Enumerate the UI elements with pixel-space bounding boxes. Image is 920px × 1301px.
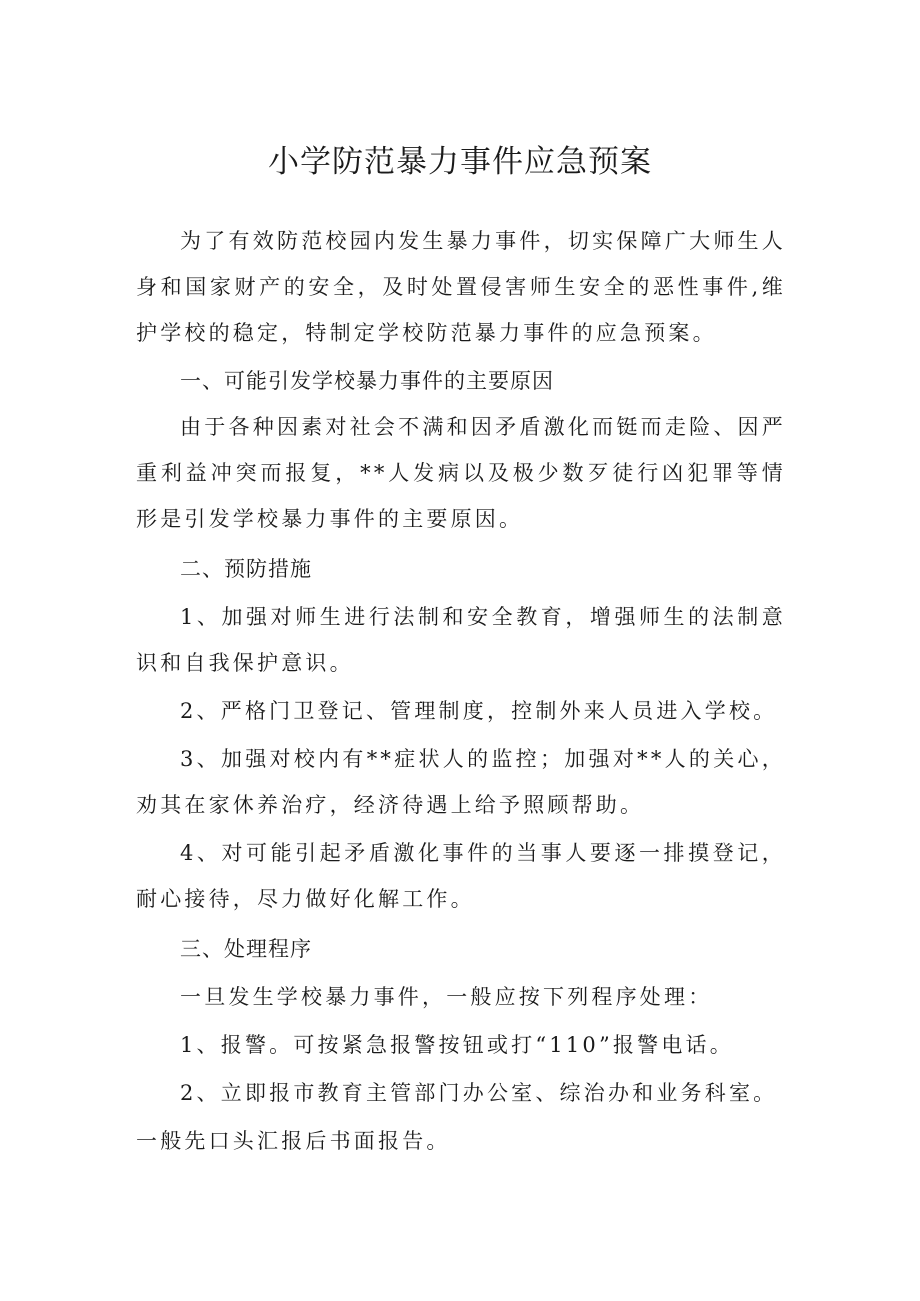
section-2-item-4: 4、对可能引起矛盾激化事件的当事人要逐一排摸登记，耐心接待，尽力做好化解工作。 (136, 841, 786, 911)
section-1-paragraph: 由于各种因素对社会不满和因矛盾激化而铤而走险、因严重利益冲突而报复，**人发病以及极少数歹徒行凶犯罪等情形是引发学校暴力事件的主要原因。 (136, 415, 786, 531)
document-title: 小学防范暴力事件应急预案 (268, 144, 652, 180)
section-3-intro: 一旦发生学校暴力事件，一般应按下列程序处理： (180, 985, 713, 1009)
intro-paragraph: 为了有效防范校园内发生暴力事件，切实保障广大师生人身和国家财产的安全，及时处置侵害师生安全的恶性事件,维护学校的稳定，特制定学校防范暴力事件的应急预案。 (136, 229, 786, 345)
section-3-item-2: 2、立即报市教育主管部门办公室、综治办和业务科室。 (180, 1081, 778, 1105)
section-3-heading: 三、处理程序 (180, 937, 312, 961)
section-2-heading: 二、预防措施 (180, 557, 312, 581)
section-3-continuation: 一般先口头汇报后书面报告。 (136, 1129, 451, 1153)
document-body (136, 218, 786, 1164)
section-2-item-1: 1、加强对师生进行法制和安全教育，增强师生的法制意识和自我保护意识。 (136, 605, 786, 675)
section-2-item-2: 2、严格门卫登记、管理制度，控制外来人员进入学校。 (180, 699, 778, 723)
section-1-heading: 一、可能引发学校暴力事件的主要原因 (180, 369, 554, 393)
section-2-item-3: 3、加强对校内有**症状人的监控；加强对**人的关心，劝其在家休养治疗，经济待遇上给予照顾帮助。 (136, 747, 786, 817)
section-3-item-1: 1、报警。可按紧急报警按钮或打“110”报警电话。 (180, 1033, 734, 1057)
